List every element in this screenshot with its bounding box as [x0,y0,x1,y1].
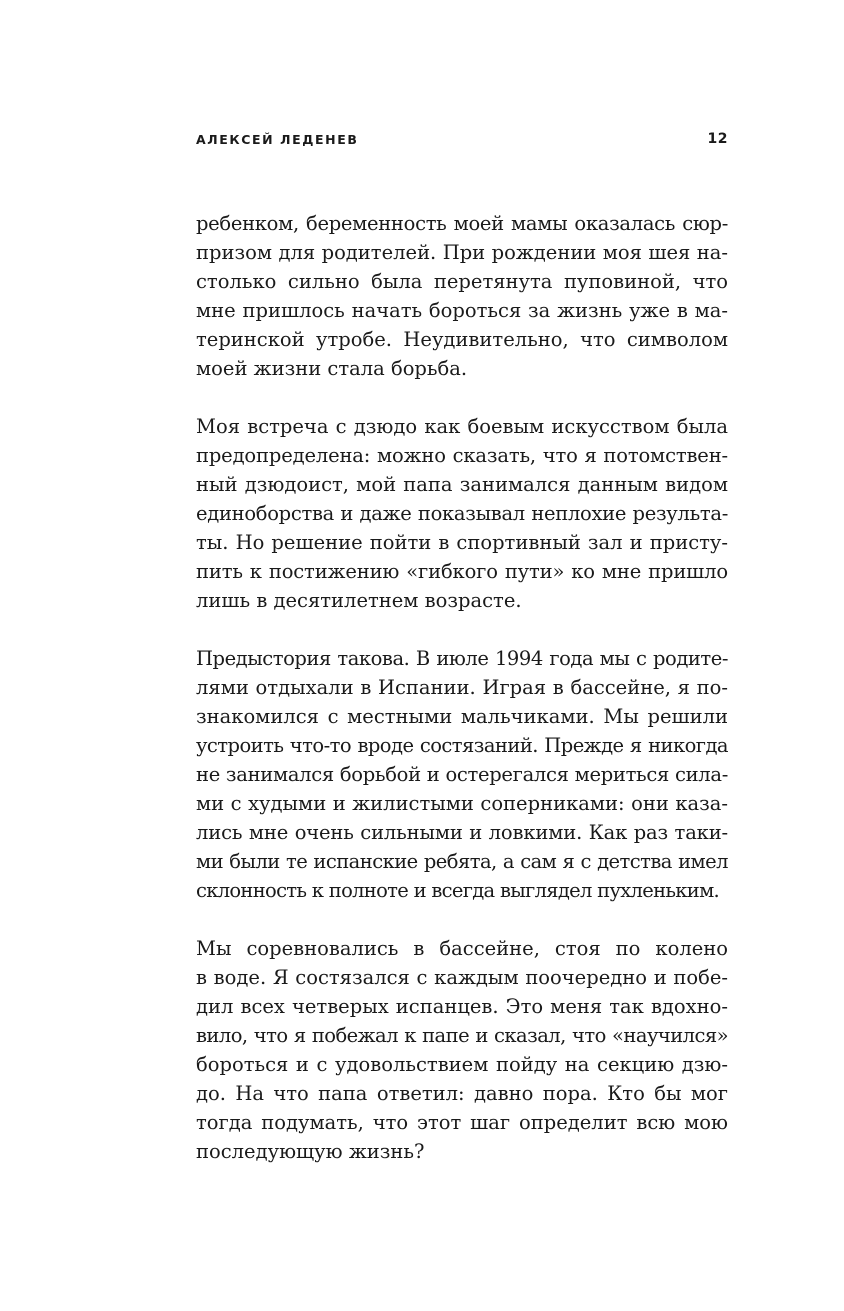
text-line: теринской утробе. Неудивительно, что символом [196,328,728,351]
text-line: предопределена: можно сказать, что я потомствен- [196,444,728,467]
text-line: до. На что папа ответил: давно пора. Кто бы мог [196,1082,728,1105]
text-line: лишь в десятилетнем возрасте. [196,589,522,612]
page-number: 12 [707,131,728,147]
text-line: дил всех четверых испанцев. Это меня так вдохно- [196,995,728,1018]
text-line: Предыстория такова. В июле 1994 года мы с родите- [196,647,728,670]
paragraph [196,934,728,1166]
paragraph [196,644,728,905]
text-line: тогда подумать, что этот шаг определит всю мою [196,1111,728,1134]
text-line: ный дзюдоист, мой папа занимался данным видом [196,473,728,496]
author-name: АЛЕКСЕЙ ЛЕДЕНЕВ [196,132,359,147]
text-line: в воде. Я состязался с каждым поочередно и побе- [196,966,728,989]
text-line: склонность к полноте и всегда выглядел пухленьким. [196,879,720,902]
text-line: последующую жизнь? [196,1140,425,1163]
text-line: устроить что-то вроде состязаний. Прежде я никогда [196,734,728,757]
body-text [196,209,728,1166]
text-line: призом для родителей. При рождении моя шея на- [196,241,728,264]
text-line: ми были те испанские ребята, а сам я с детства имел [196,850,728,873]
text-line: Моя встреча с дзюдо как боевым искусством была [196,415,728,438]
text-line: моей жизни стала борьба. [196,357,468,380]
text-line: лись мне очень сильными и ловкими. Как раз таки- [196,821,728,844]
paragraph [196,209,728,383]
text-line: ты. Но решение пойти в спортивный зал и присту- [196,531,728,554]
text-line: вило, что я побежал к папе и сказал, что «научился» [196,1024,728,1047]
text-line: Мы соревновались в бассейне, стоя по колено [196,937,728,960]
running-header [196,132,728,152]
paragraph [196,412,728,615]
text-line: столько сильно была перетянута пуповиной, что [196,270,728,293]
text-line: ребенком, беременность моей мамы оказалась сюр- [196,212,728,235]
text-line: ми с худыми и жилистыми соперниками: они каза- [196,792,728,815]
text-line: знакомился с местными мальчиками. Мы решили [196,705,728,728]
text-line: не занимался борьбой и остерегался мериться сила- [196,763,728,786]
text-line: мне пришлось начать бороться за жизнь уже в ма- [196,299,728,322]
text-line: единоборства и даже показывал неплохие результа- [196,502,728,525]
text-line: пить к постижению «гибкого пути» ко мне пришло [196,560,728,583]
text-line: лями отдыхали в Испании. Играя в бассейне, я по- [196,676,728,699]
text-line: бороться и с удовольствием пойду на секцию дзю- [196,1053,728,1076]
